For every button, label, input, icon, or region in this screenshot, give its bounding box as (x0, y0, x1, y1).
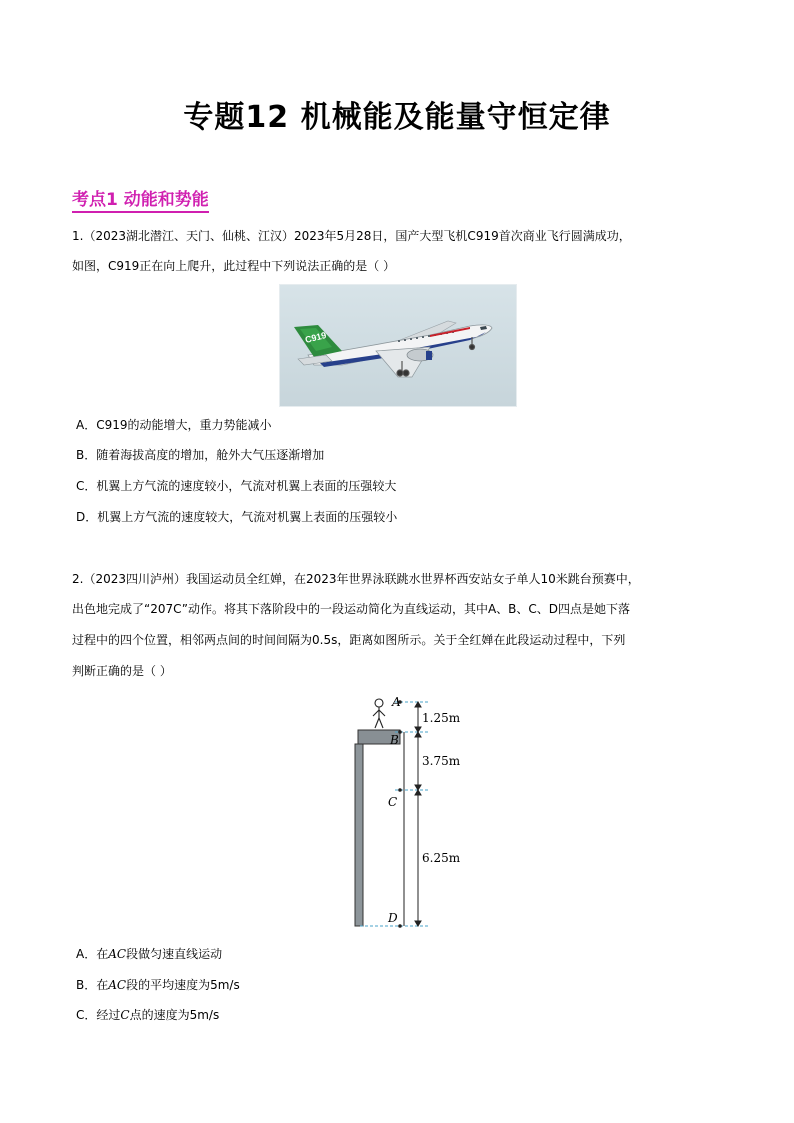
diver-icon (373, 699, 385, 728)
q2-option-b: B．在AC段的平均速度为5m/s (76, 978, 240, 992)
q1-stem-line-2: 如图，C919正在向上爬升，此过程中下列说法正确的是（ ） (72, 259, 396, 273)
platform-pole (355, 744, 363, 926)
q2-stem-line-4: 判断正确的是（ ） (72, 664, 172, 678)
q2-stem-line-2: 出色地完成了“207C”动作。将其下落阶段中的一段运动简化为直线运动，其中A、B、C、D四点是她下落 (72, 602, 631, 616)
q1-option-b: B．随着海拔高度的增加，舱外大气压逐渐增加 (76, 448, 325, 462)
q1-option-d: D．机翼上方气流的速度较大，气流对机翼上表面的压强较小 (76, 510, 398, 524)
point-label-d: D (388, 911, 398, 925)
point-label-b: B (390, 733, 399, 747)
page-title: 专题12 机械能及能量守恒定律 (183, 100, 611, 135)
distance-label-bc: 3.75m (422, 754, 461, 768)
tail-logo-text: C919 (304, 330, 328, 345)
q1-stem-line-1: 1.（2023湖北潜江、天门、仙桃、江汉）2023年5月28日，国产大型飞机C919首次商业飞行圆满成功， (72, 229, 631, 243)
section-heading: 考点1 动能和势能 (72, 185, 209, 213)
q2-option-c: C．经过C点的速度为5m/s (76, 1008, 220, 1022)
airplane-illustration (280, 285, 516, 406)
q2-stem-line-1: 2.（2023四川泸州）我国运动员全红婵，在2023年世界泳联跳水世界杯西安站女子单人10米跳台预赛中， (72, 572, 640, 586)
q1-option-c: C．机翼上方气流的速度较小，气流对机翼上表面的压强较大 (76, 479, 397, 493)
q2-option-a: A．在AC段做匀速直线运动 (76, 947, 223, 961)
distance-label-cd: 6.25m (422, 851, 461, 865)
c919-photo (279, 284, 517, 407)
point-label-a: A (392, 695, 401, 709)
distance-label-ab: 1.25m (422, 711, 461, 725)
q1-option-a: A．C919的动能增大，重力势能减小 (76, 418, 272, 432)
diving-figure (350, 690, 490, 936)
point-label-c: C (388, 795, 398, 809)
q2-stem-line-3: 过程中的四个位置，相邻两点间的时间间隔为0.5s，距离如图所示。关于全红婵在此段运动过程中，下列 (72, 633, 626, 647)
